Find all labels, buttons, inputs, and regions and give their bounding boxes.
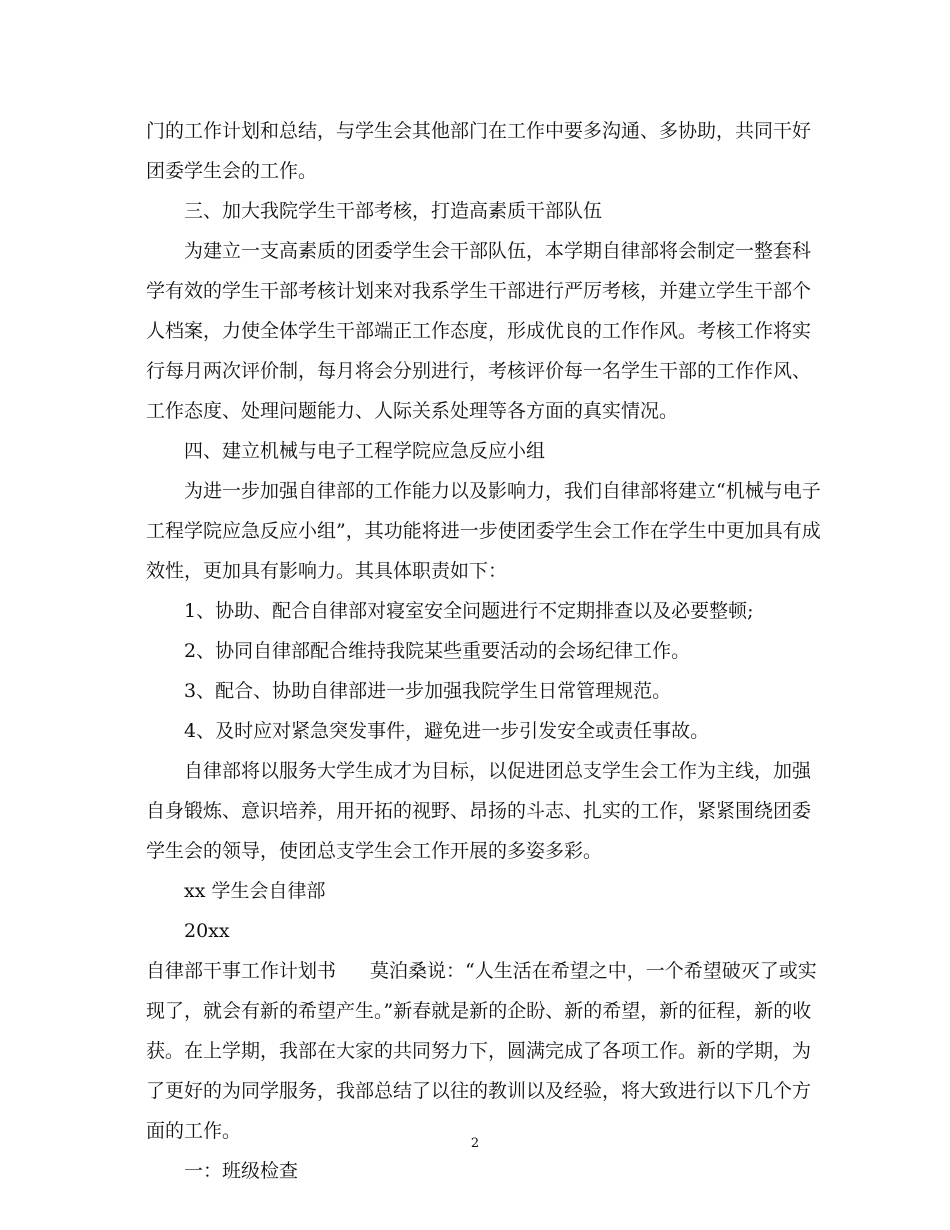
list-item: 1、协助、配合自律部对寝室安全问题进行不定期排查以及必要整顿;	[184, 600, 754, 622]
paragraph-line: 学生会的领导，使团总支学生会工作开展的多姿多彩。	[146, 840, 603, 862]
page-number: 2	[470, 1136, 480, 1151]
document-title: 自律部干事工作计划书	[146, 960, 337, 982]
list-item: 4、及时应对紧急突发事件，避免进一步引发安全或责任事故。	[184, 720, 710, 742]
section-heading-1: 一：班级检查	[184, 1160, 299, 1182]
paragraph-line: 学有效的学生干部考核计划来对我系学生干部进行严厉考核，并建立学生干部个	[146, 280, 812, 302]
paragraph-line: 面的工作。	[146, 1120, 242, 1142]
paragraph-line: 为建立一支高素质的团委学生会干部队伍，本学期自律部将会制定一整套科	[184, 240, 812, 262]
paragraph-line: 人档案，力使全体学生干部端正工作态度，形成优良的工作作风。考核工作将实	[146, 320, 812, 342]
signature-org: xx 学生会自律部	[184, 880, 326, 902]
list-item: 2、协同自律部配合维持我院某些重要活动的会场纪律工作。	[184, 640, 691, 662]
section-heading-3: 三、加大我院学生干部考核，打造高素质干部队伍	[184, 200, 603, 222]
paragraph-line: 自身锻炼、意识培养，用开拓的视野、昂扬的斗志、扎实的工作，紧紧围绕团委	[146, 800, 812, 822]
paragraph-line: 为进一步加强自律部的工作能力以及影响力，我们自律部将建立“机械与电子	[184, 480, 821, 502]
section-heading-4: 四、建立机械与电子工程学院应急反应小组	[184, 440, 546, 462]
paragraph-line	[146, 951, 818, 991]
paragraph-line: 工作态度、处理问题能力、人际关系处理等各方面的真实情况。	[146, 400, 679, 422]
paragraph-line: 获。在上学期，我部在大家的共同努力下，圆满完成了各项工作。新的学期，为	[146, 1040, 812, 1062]
paragraph-line: 了更好的为同学服务，我部总结了以往的教训以及经验，将大致进行以下几个方	[146, 1080, 812, 1102]
paragraph-line: 行每月两次评价制，每月将会分别进行，考核评价每一名学生干部的工作作风、	[146, 360, 812, 382]
signature-date: 20xx	[184, 920, 230, 942]
paragraph-text: 莫泊桑说：“人生活在希望之中，一个希望破灭了或实	[370, 960, 817, 982]
paragraph-line: 效性，更加具有影响力。其具体职责如下：	[146, 560, 508, 582]
document-body	[146, 111, 821, 1191]
paragraph-line: 门的工作计划和总结，与学生会其他部门在工作中要多沟通、多协助，共同干好	[146, 120, 812, 142]
paragraph-line: 团委学生会的工作。	[146, 160, 318, 182]
paragraph-line: 工程学院应急反应小组”，其功能将进一步使团委学生会工作在学生中更加具有成	[146, 520, 821, 542]
paragraph-line: 自律部将以服务大学生成才为目标，以促进团总支学生会工作为主线，加强	[184, 760, 812, 782]
list-item: 3、配合、协助自律部进一步加强我院学生日常管理规范。	[184, 680, 672, 702]
paragraph-line: 现了，就会有新的希望产生。”新春就是新的企盼、新的希望，新的征程，新的收	[146, 1000, 812, 1022]
